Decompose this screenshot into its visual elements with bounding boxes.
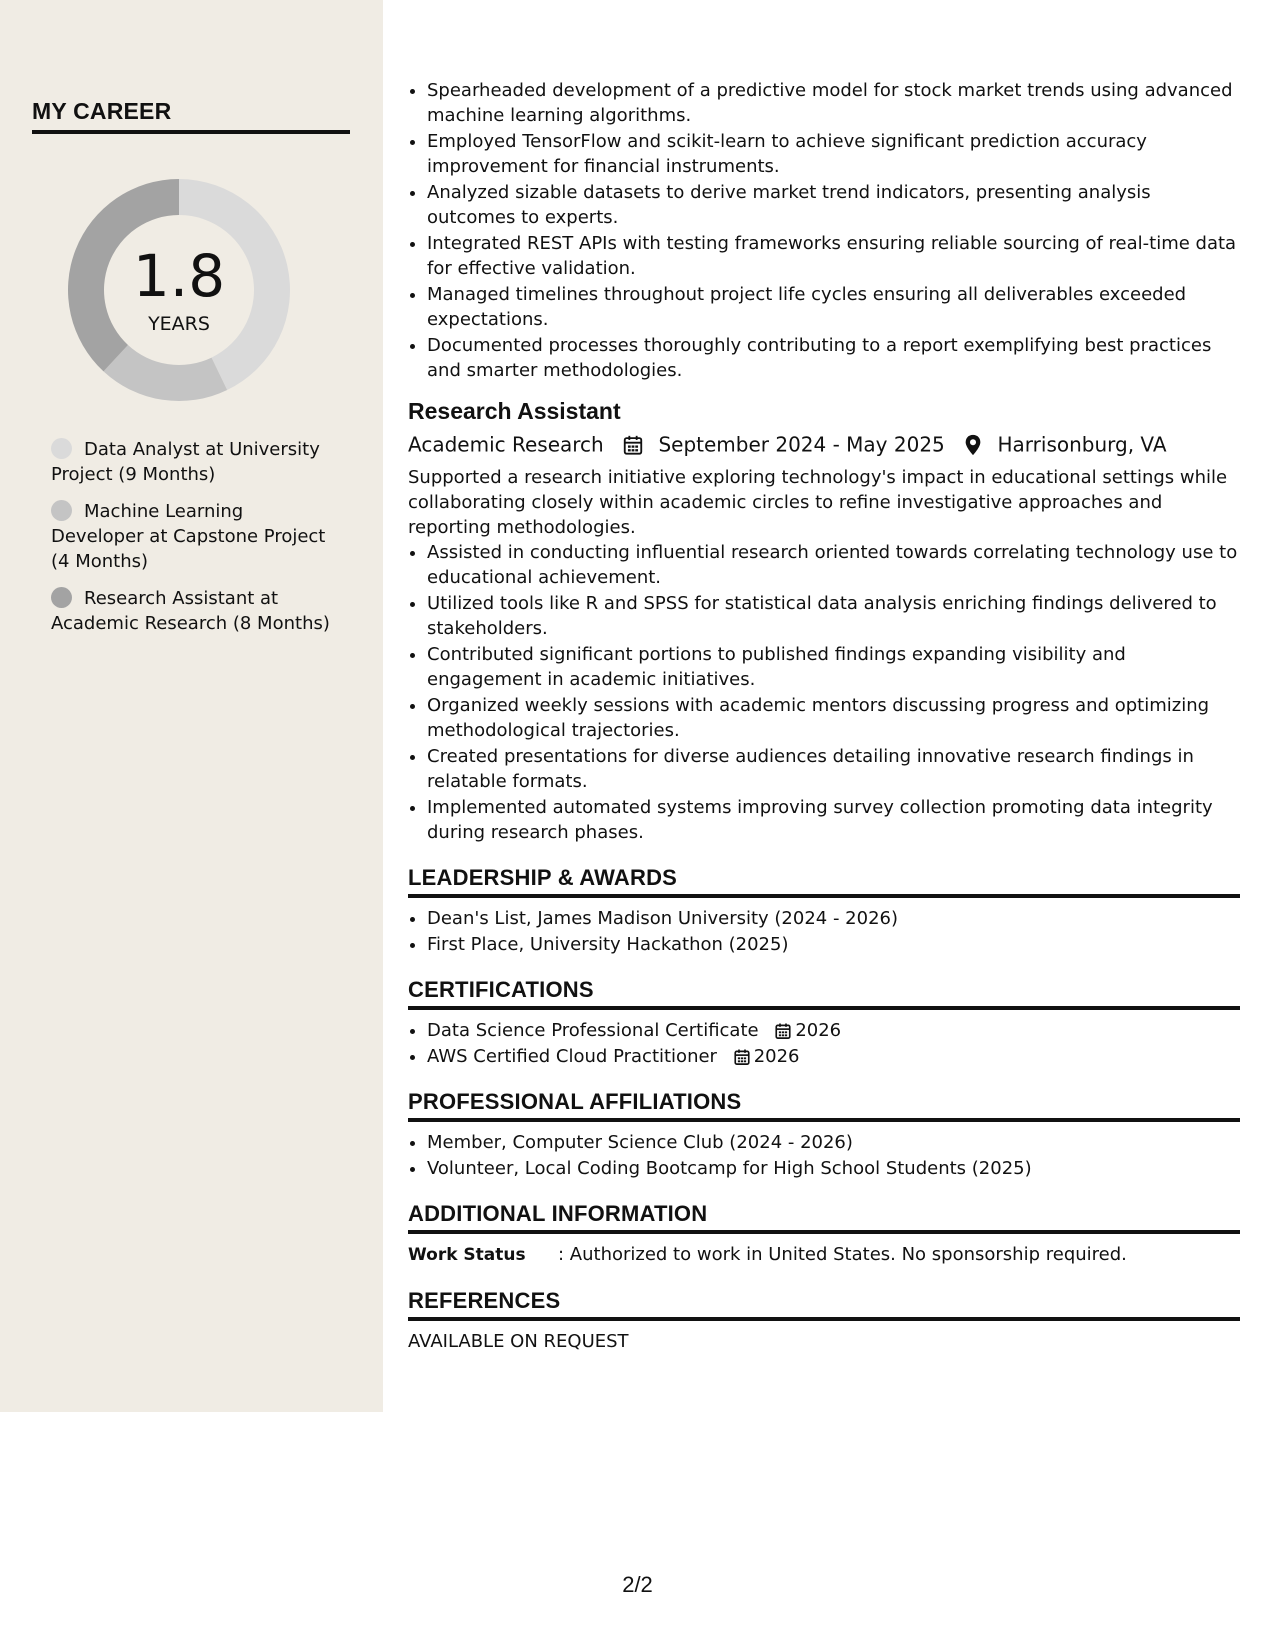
- work-status-row: [408, 1242, 1240, 1268]
- list-item: • Contributed significant portions to published findings expanding visibility and engagement in academic initiatives.: [427, 642, 1240, 692]
- career-heading: MY CAREER: [32, 98, 350, 134]
- cert-year: 2026: [795, 1019, 842, 1041]
- job-title: Research Assistant: [408, 398, 621, 424]
- legend-dot: [51, 438, 72, 459]
- job-dates: September 2024 - May 2025: [658, 432, 945, 457]
- legend-label: Machine Learning Developer at Capstone Project (4 Months): [51, 501, 326, 572]
- work-status-value: : Authorized to work in United States. No sponsorship required.: [558, 1243, 1127, 1265]
- job-description: Supported a research initiative exploring technology's impact in educational settings while collaborating closely within academic circles to refine investigative approaches and reporting methodologies.: [408, 466, 1228, 538]
- career-legend: [51, 437, 341, 648]
- job-bullets: [408, 540, 1240, 845]
- legend-item-ml-developer: [51, 499, 341, 574]
- certifications-heading: CERTIFICATIONS: [408, 977, 1240, 1010]
- job-meta: [408, 429, 1240, 459]
- sidebar: [0, 0, 383, 1412]
- career-total-value: 1.8: [132, 242, 226, 310]
- leadership-list: [408, 906, 1240, 957]
- list-item: • Spearheaded development of a predictive model for stock market trends using advanced machine learning algorithms.: [427, 78, 1240, 128]
- list-item: [427, 1018, 1240, 1043]
- list-item: • Created presentations for diverse audiences detailing innovative research findings in relatable formats.: [427, 744, 1240, 794]
- cert-name: AWS Certified Cloud Practitioner: [427, 1045, 717, 1067]
- list-item: • Volunteer, Local Coding Bootcamp for High School Students (2025): [427, 1156, 1240, 1181]
- calendar-icon: [733, 1048, 751, 1066]
- affiliations-list: [408, 1130, 1240, 1181]
- list-item: [427, 1044, 1240, 1069]
- work-status-label: Work Status: [408, 1244, 526, 1265]
- previous-job-bullets: [408, 78, 1240, 383]
- list-item: • Implemented automated systems improving survey collection promoting data integrity during research phases.: [427, 795, 1240, 845]
- references-heading: REFERENCES: [408, 1288, 1240, 1321]
- cert-name: Data Science Professional Certificate: [427, 1019, 759, 1041]
- references-text: AVAILABLE ON REQUEST: [408, 1330, 629, 1352]
- list-item: • First Place, University Hackathon (2025): [427, 932, 1240, 957]
- affiliations-heading: PROFESSIONAL AFFILIATIONS: [408, 1089, 1240, 1122]
- career-donut-chart: [66, 177, 292, 403]
- list-item: • Analyzed sizable datasets to derive market trend indicators, presenting analysis outcomes to experts.: [427, 180, 1240, 230]
- leadership-heading: LEADERSHIP & AWARDS: [408, 865, 1240, 898]
- page-number: 2/2: [622, 1572, 653, 1597]
- calendar-icon: [774, 1022, 792, 1040]
- donut-segment-ml-developer: [104, 345, 228, 401]
- list-item: • Organized weekly sessions with academic mentors discussing progress and optimizing methodological trajectories.: [427, 693, 1240, 743]
- list-item: • Managed timelines throughout project life cycles ensuring all deliverables exceeded expectations.: [427, 282, 1240, 332]
- list-item: • Dean's List, James Madison University (2024 - 2026): [427, 906, 1240, 931]
- list-item: • Documented processes thoroughly contributing to a report exemplifying best practices and smarter methodologies.: [427, 333, 1240, 383]
- legend-dot: [51, 500, 72, 521]
- list-item: • Employed TensorFlow and scikit-learn to achieve significant prediction accuracy improvement for financial instruments.: [427, 129, 1240, 179]
- job-company: Academic Research: [408, 432, 604, 457]
- location-pin-icon: [963, 434, 983, 456]
- legend-label: Data Analyst at University Project (9 Months): [51, 439, 320, 485]
- career-total-unit: YEARS: [148, 313, 210, 335]
- list-item: • Assisted in conducting influential research oriented towards correlating technology use to educational achievement.: [427, 540, 1240, 590]
- cert-year: 2026: [753, 1045, 800, 1067]
- main-content: [408, 78, 1240, 1354]
- certifications-list: [408, 1018, 1240, 1069]
- list-item: • Integrated REST APIs with testing frameworks ensuring reliable sourcing of real-time data for effective validation.: [427, 231, 1240, 281]
- legend-dot: [51, 587, 72, 608]
- legend-label: Research Assistant at Academic Research (8 Months): [51, 588, 330, 634]
- additional-info-heading: ADDITIONAL INFORMATION: [408, 1201, 1240, 1234]
- legend-item-data-analyst: [51, 437, 341, 487]
- legend-item-research-assistant: [51, 586, 341, 636]
- calendar-icon: [622, 434, 644, 456]
- job-location: Harrisonburg, VA: [997, 432, 1167, 457]
- list-item: • Member, Computer Science Club (2024 - 2026): [427, 1130, 1240, 1155]
- list-item: • Utilized tools like R and SPSS for statistical data analysis enriching findings delivered to stakeholders.: [427, 591, 1240, 641]
